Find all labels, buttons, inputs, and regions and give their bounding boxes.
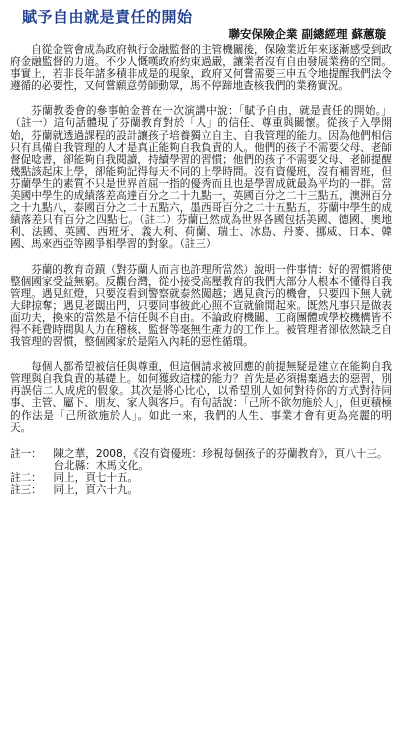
- footnotes: [10, 448, 392, 497]
- article-body: [10, 44, 392, 434]
- footnote-label: 註三：: [10, 484, 42, 497]
- paragraph: 芬蘭的教育奇蹟（對芬蘭人而言也許理所當然）說明一件事情：好的習慣將使整個國家受益無窮。反觀台灣，從小接受高壓教育的我們大部分人根本不懂得自我管理。遇見紅燈，只要沒看到警察就泰然闖越；遇見貪污的機會，只要四下無人就大肆掠奪；遇見老闆出門，只要同事彼此心照不宣就偷閒起來。既然凡事只是做表面功夫，換來的當然是不信任與不自由。不論政府機關、工商團體或學校機構皆不得不耗費時間與人力在稽核、監督等毫無生產力的工作上。被管理者卻依然缺乏自我管理的習慣，整個國家於是陷入內耗的惡性循環。: [10, 263, 392, 349]
- footnote-1: [10, 448, 392, 472]
- footnote-3: [10, 484, 392, 496]
- footnote-label: 註二：: [10, 472, 42, 485]
- footnote-text: 同上，頁六十九。: [53, 484, 139, 497]
- article-title: 賦予自由就是責任的開始: [22, 8, 193, 26]
- footnote-text: 同上，頁七十五。: [53, 472, 139, 485]
- author-byline: 聯安保險企業 副總經理 蘇蕙璇: [228, 27, 386, 41]
- paragraph: 芬蘭教委會的參事帕金普在一次演講中說：「賦予自由，就是責任的開始。」（註一）這句話體現了芬蘭教育對於「人」的信任、尊重與關懷。從孩子入學開始，芬蘭就透過課程的設計讓孩子培養獨立自主、自我管理的能力。因為他們相信只有具備自我管理的人才是真正能夠自我負責的人。他們的孩子不需要父母、老師督促唸書，卻能夠自我閱讀，持續學習的習慣；他們的孩子不需要父母、老師提醒幾點該起床上學，卻能夠記得每天不同的上學時間。沒有資優班，沒有補習班，但芬蘭學生的素質不只是世界首屈一指的優秀而且也是學習成就最為平均的一群。當美國中學生的成績落差高達百分之二十九點一，英國百分之二十三點五，澳洲百分之十九點八，泰國百分之二十五點六，墨西哥百分之二十五點五，芬蘭中學生的成績落差只有百分之四點七。（註二）芬蘭已然成為世界各國包括美國、德國、奧地利、法國、英國、西班牙、義大利、荷蘭、瑞士、冰島、丹麥、挪威、日本、韓國、馬來西亞等國爭相學習的對象。（註三）: [10, 105, 392, 251]
- footnote-label: 註一：: [10, 447, 42, 460]
- footnote-text-tail: ，頁八十三。台北縣：木馬文化。: [53, 447, 388, 472]
- footnote-book-title: 《沒有資優班：珍視每個孩子的芬蘭教育》: [133, 447, 325, 460]
- footnote-2: [10, 472, 392, 484]
- footnote-text: 陳之華，2008，: [53, 447, 134, 460]
- paragraph: 每個人都希望被信任與尊重，但這個請求被回應的前提無疑是建立在能夠自我管理與自我負責的基礎上。如何獲致這樣的能力？首先是必須揚棄過去的惡習，別再誤信二人成虎的假象。其次是將心比心，以希望別人如何對待你的方式對待同事、主管、屬下、朋友、家人與客戶。有句話說：「己所不欲勿施於人」，但更積極的作法是「己所欲施於人」。如此一來，我們的人生、事業才會有更為亮麗的明天。: [10, 361, 392, 434]
- paragraph: 自從金管會成為政府執行金融監督的主管機關後，保險業近年來逐漸感受到政府金融監督的力道。不少人慨嘆政府約束過嚴，讓業者沒有自由發展業務的空間。事實上，若非長年諸多積非成是的現象，政府又何嘗需要三申五令地提醒我們法令遵循的必要性，又何嘗願意勞師動眾，馬不停蹄地查核我們的業務實況。: [10, 44, 392, 93]
